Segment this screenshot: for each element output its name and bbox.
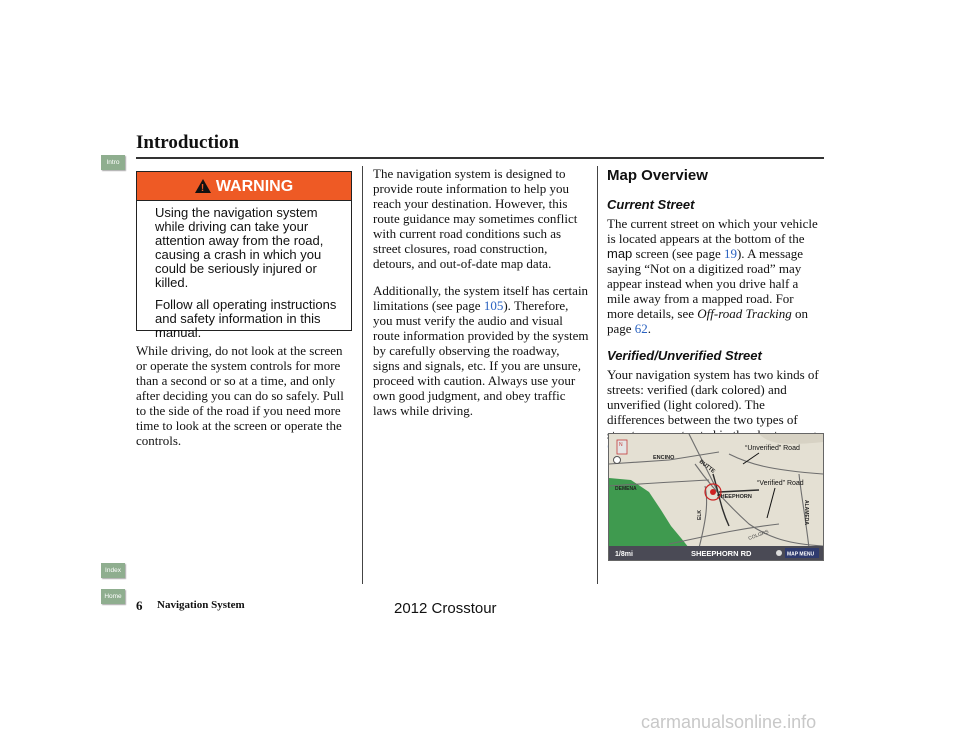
scale-readout: 1/8mi [615, 551, 633, 558]
street-label: ELK [697, 510, 703, 520]
warning-header [137, 172, 351, 201]
warning-text-1: Using the navigation system while driving can take your attention away from the road, causing a crash in which you could be seriously injured or killed. [155, 205, 324, 290]
column-left [136, 171, 352, 460]
text-span: screen (see page [632, 246, 724, 261]
warning-triangle-icon: ! [195, 179, 211, 193]
tab-intro[interactable]: Intro [101, 155, 125, 170]
compass-label: N [619, 442, 623, 448]
page-link[interactable]: 19 [723, 246, 737, 261]
view-toggle-icon [614, 457, 621, 464]
page-link[interactable]: 105 [483, 298, 504, 313]
text-span: ). Therefore, you must verify the audio and visual route information provided by the system by carefully observing the roadway, signs and signals, etc. If you are unsure, proceed with caution. Always use your own good judgment, and obey traffic laws while driving. [373, 298, 589, 418]
street-label: DEMENA [615, 486, 637, 492]
verified-street-heading: Verified/Unverified Street [607, 348, 762, 363]
map-screenshot [608, 433, 824, 561]
text-span: Additionally, the system itself has certain limitations (see page [373, 283, 589, 313]
column-middle [373, 166, 589, 430]
column-right [607, 168, 823, 469]
label-unverified-road: “Unverified” Road [745, 445, 800, 452]
warning-text-2: Follow all operating instructions and safety information in this manual. [155, 297, 337, 340]
street-label: BUTTE [697, 458, 716, 475]
warning-body [137, 201, 351, 340]
street-label: ENCINO [653, 455, 675, 461]
street-label: COLGRS [747, 529, 770, 542]
map-overview-heading: Map Overview [607, 167, 708, 184]
text-span: Off-road Tracking [697, 306, 792, 321]
street-label: ALAMEDA [803, 500, 809, 525]
system-limitations [373, 283, 589, 418]
page-link[interactable]: 62 [634, 321, 648, 336]
section-title: Introduction [136, 132, 240, 153]
voice-icon [776, 550, 782, 556]
page-number: 6 [136, 598, 143, 613]
system-purpose: The navigation system is designed to provide route information to help you reach your destination. However, this route guidance may sometimes conflict with current road conditions such as street closures, road construction, detours, and out-of-date map data. [373, 166, 578, 271]
site-watermark: carmanualsonline.info [641, 712, 817, 732]
warning-title: WARNING [215, 177, 294, 195]
header-rule [136, 157, 824, 159]
footer-label: Navigation System [157, 599, 245, 611]
current-street-readout: SHEEPHORN RD [691, 549, 752, 558]
map-menu-label: MAP MENU [787, 551, 815, 558]
text-span: . [647, 321, 652, 336]
text-span: map [607, 246, 633, 261]
tab-home[interactable]: Home [101, 589, 125, 604]
column-divider [597, 166, 598, 584]
driving-advice: While driving, do not look at the screen or operate the system controls for more than a second or so at a time, and only after deciding you can do so safely. Pull to the side of the road if you need more time to look at the screen or operate the controls. [136, 343, 344, 448]
warning-box [136, 171, 352, 340]
model-watermark: 2012 Crosstour [394, 600, 497, 617]
current-street-text [607, 216, 823, 336]
vehicle-arrow-icon [710, 489, 716, 495]
label-verified-road: “Verified” Road [757, 480, 804, 487]
text-span: ). A message saying “Not on a digitized road” may appear instead when you drive half a mile away from a mapped road. For more details, see [607, 246, 804, 321]
column-divider [362, 166, 363, 584]
text-span: The current street on which your vehicle is located appears at the bottom of the [607, 216, 818, 246]
street-label: SHEEPHORN [717, 494, 752, 500]
text-span: Your navigation system has two kinds of streets: verified (dark colored) and unverified (light colored). The differences between the two types of [607, 367, 819, 427]
current-street-heading: Current Street [607, 197, 695, 212]
tab-index[interactable]: Index [101, 563, 125, 578]
text-span: on page [607, 306, 808, 336]
